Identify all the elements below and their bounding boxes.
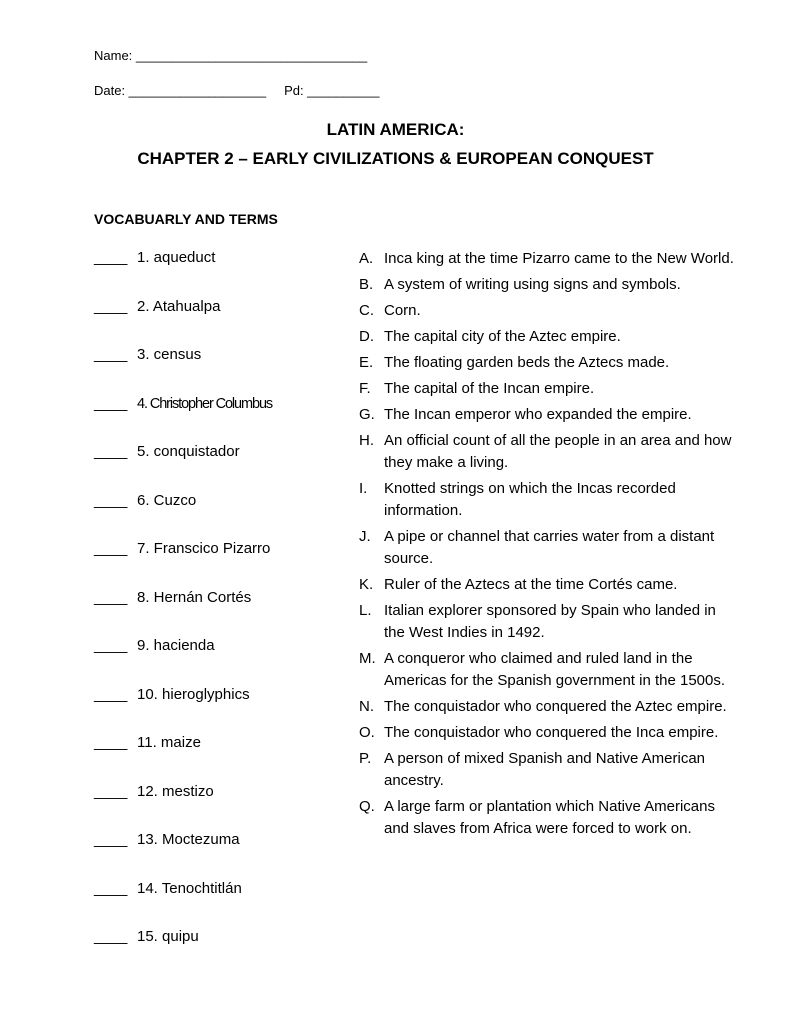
- term-label: 10. hieroglyphics: [137, 685, 250, 703]
- answer-blank: ____: [94, 879, 128, 897]
- term-item: [94, 782, 344, 831]
- term-item: [94, 636, 344, 685]
- definition-item: [359, 648, 739, 692]
- definition-text: A person of mixed Spanish and Native American ancestry.: [384, 750, 706, 789]
- term-label: 7. Franscico Pizarro: [137, 540, 271, 557]
- definition-text: A large farm or plantation which Native Americans and slaves from Africa were forced to work on.: [384, 798, 715, 837]
- answer-blank: ____: [94, 637, 128, 654]
- definition-text: A pipe or channel that carries water from a distant source.: [384, 528, 715, 567]
- definition-item: [359, 274, 739, 296]
- answer-blank: ____: [94, 782, 128, 800]
- definition-letter: C.: [359, 302, 374, 319]
- term-item: [94, 927, 344, 976]
- answer-blank: ____: [94, 540, 128, 557]
- term-label: 14. Tenochtitlán: [137, 879, 242, 897]
- term-item: [94, 297, 344, 346]
- definition-text: The Incan emperor who expanded the empire.: [384, 406, 692, 423]
- definition-letter: M.: [359, 650, 376, 667]
- term-label: 11. maize: [137, 734, 201, 751]
- definition-letter: A.: [359, 250, 374, 267]
- term-label: 6. Cuzco: [137, 491, 197, 509]
- definition-item: [359, 748, 739, 792]
- definition-item: [359, 796, 739, 840]
- term-label: 3. census: [137, 346, 202, 363]
- term-item: [94, 394, 344, 443]
- definition-letter: D.: [359, 328, 374, 345]
- term-item: [94, 879, 344, 928]
- term-label: 15. quipu: [137, 928, 199, 945]
- name-line: [94, 48, 367, 64]
- definition-letter: J.: [359, 528, 371, 545]
- answer-blank: ____: [94, 249, 128, 266]
- answer-blank: ____: [94, 831, 128, 848]
- term-item: [94, 733, 344, 782]
- term-label: 5. conquistador: [137, 443, 240, 460]
- definition-letter: N.: [359, 698, 374, 715]
- definition-letter: F.: [359, 380, 371, 397]
- term-item: [94, 491, 344, 540]
- answer-blank: ____: [94, 297, 128, 315]
- term-label: 12. mestizo: [137, 782, 214, 800]
- definition-text: The conquistador who conquered the Aztec empire.: [384, 698, 727, 715]
- answer-blank: ____: [94, 928, 128, 945]
- term-item: [94, 442, 344, 491]
- definition-text: The floating garden beds the Aztecs made.: [384, 354, 670, 371]
- definition-letter: P.: [359, 750, 372, 767]
- period-field: Pd: __________: [284, 83, 380, 98]
- term-item: [94, 830, 344, 879]
- definition-text: The capital city of the Aztec empire.: [384, 328, 621, 345]
- definition-item: [359, 574, 739, 596]
- name-field: Name: ________________________________: [94, 48, 368, 63]
- definition-letter: E.: [359, 354, 374, 371]
- definition-item: [359, 600, 739, 644]
- definition-letter: I.: [359, 480, 368, 497]
- answer-blank: ____: [94, 443, 128, 460]
- date-field: Date: ___________________: [94, 83, 267, 98]
- definition-text: A system of writing using signs and symbols.: [384, 276, 681, 293]
- term-label: 1. aqueduct: [137, 249, 216, 266]
- section-heading: VOCABUARLY AND TERMS: [94, 211, 278, 227]
- definition-item: [359, 352, 739, 374]
- definition-text: Knotted strings on which the Incas recorded information.: [384, 480, 676, 519]
- definition-letter: K.: [359, 576, 374, 593]
- date-line: [94, 83, 380, 99]
- answer-blank: ____: [94, 394, 128, 412]
- definitions-list: [359, 248, 739, 844]
- definition-text: Italian explorer sponsored by Spain who landed in the West Indies in 1492.: [384, 602, 716, 641]
- definition-text: The capital of the Incan empire.: [384, 380, 595, 397]
- definition-item: [359, 722, 739, 744]
- answer-blank: ____: [94, 346, 128, 363]
- term-item: [94, 685, 344, 734]
- definition-item: [359, 378, 739, 400]
- term-item: [94, 248, 344, 297]
- term-label: 9. hacienda: [137, 637, 215, 654]
- definition-text: The conquistador who conquered the Inca empire.: [384, 724, 719, 741]
- term-item: [94, 539, 344, 588]
- definition-text: A conqueror who claimed and ruled land in the Americas for the Spanish government in the 1500s.: [384, 650, 726, 689]
- answer-blank: ____: [94, 734, 128, 751]
- term-label: 2. Atahualpa: [137, 297, 221, 315]
- definition-text: An official count of all the people in an area and how they make a living.: [384, 432, 732, 471]
- term-item: [94, 345, 344, 394]
- definition-letter: O.: [359, 724, 375, 741]
- definition-item: [359, 430, 739, 474]
- answer-blank: ____: [94, 685, 128, 703]
- term-label: 4. Christopher Columbus: [137, 395, 273, 412]
- page-title: LATIN AMERICA:: [326, 120, 465, 139]
- definition-item: [359, 326, 739, 348]
- definition-item: [359, 300, 739, 322]
- definition-item: [359, 696, 739, 718]
- terms-list: [94, 248, 344, 976]
- definition-item: [359, 404, 739, 426]
- definition-letter: H.: [359, 432, 374, 449]
- term-label: 13. Moctezuma: [137, 831, 240, 848]
- definition-letter: G.: [359, 406, 375, 423]
- definition-text: Inca king at the time Pizarro came to the New World.: [384, 250, 734, 267]
- definition-letter: Q.: [359, 798, 375, 815]
- definition-item: [359, 526, 739, 570]
- answer-blank: ____: [94, 491, 128, 509]
- term-item: [94, 588, 344, 637]
- definition-item: [359, 478, 739, 522]
- definition-item: [359, 248, 739, 270]
- answer-blank: ____: [94, 588, 128, 606]
- definition-text: Ruler of the Aztecs at the time Cortés came.: [384, 576, 678, 593]
- page-subtitle: CHAPTER 2 – EARLY CIVILIZATIONS & EUROPEAN CONQUEST: [137, 149, 654, 168]
- definition-letter: B.: [359, 276, 374, 293]
- definition-letter: L.: [359, 602, 372, 619]
- term-label: 8. Hernán Cortés: [137, 588, 252, 606]
- definition-text: Corn.: [384, 302, 421, 319]
